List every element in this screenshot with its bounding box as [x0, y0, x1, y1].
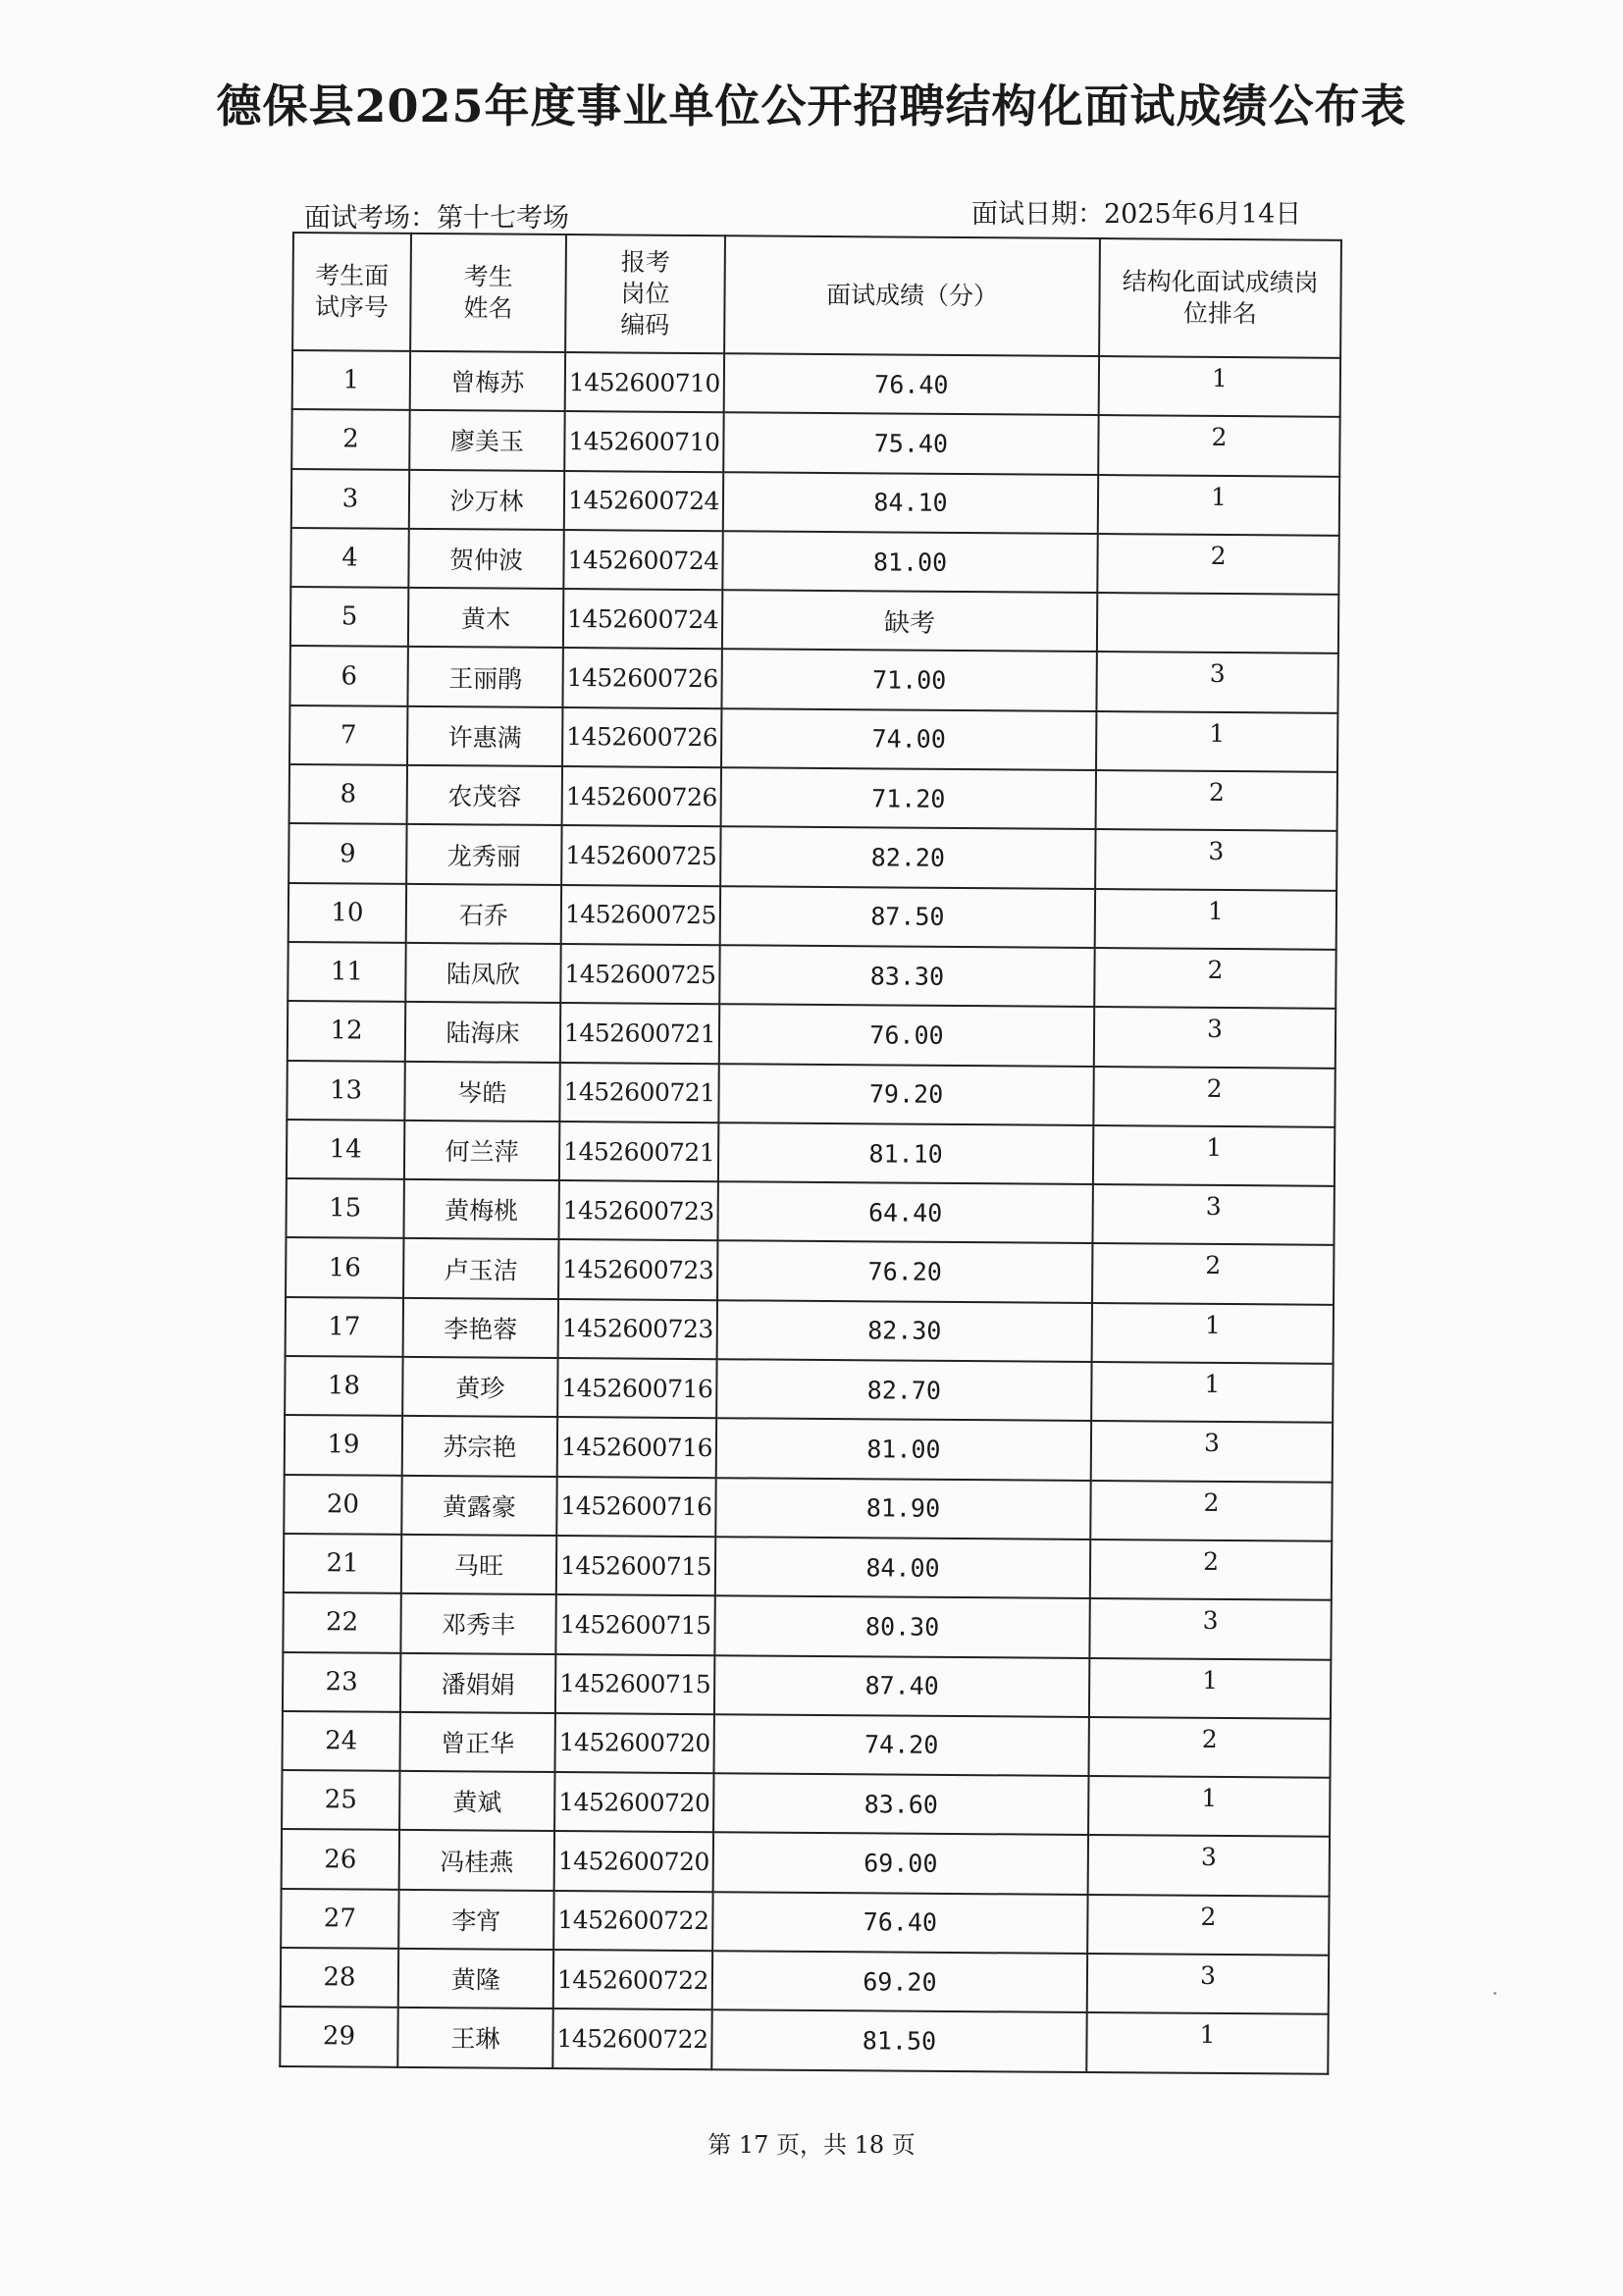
cell-name: 黄斌 [399, 1771, 554, 1831]
header-seq: 考生面试序号 [292, 233, 411, 351]
cell-seq: 27 [281, 1889, 398, 1949]
table-row [281, 1889, 1329, 1956]
cell-name: 苏宗艳 [402, 1416, 557, 1476]
table-row [289, 646, 1337, 712]
table-row [288, 823, 1336, 890]
cell-code: 1452600723 [558, 1299, 717, 1359]
cell-rank: 1 [1099, 356, 1340, 417]
table-row [286, 1237, 1334, 1304]
cell-code: 1452600724 [563, 589, 722, 649]
cell-rank: 1 [1098, 475, 1339, 536]
cell-code: 1452600716 [556, 1477, 715, 1537]
cell-seq: 16 [286, 1237, 403, 1297]
cell-score: 75.40 [723, 413, 1098, 475]
cell-code: 1452600720 [554, 1772, 713, 1832]
cell-score: 76.20 [717, 1241, 1092, 1303]
cell-score: 76.00 [719, 1004, 1094, 1066]
cell-rank: 1 [1091, 1362, 1333, 1423]
cell-rank: 1 [1093, 1125, 1335, 1186]
cell-seq: 7 [289, 705, 407, 765]
cell-code: 1452600723 [558, 1180, 717, 1240]
cell-rank: 3 [1096, 652, 1337, 713]
cell-rank: 1 [1095, 889, 1336, 950]
cell-rank [1097, 593, 1338, 653]
cell-score: 76.40 [724, 353, 1099, 415]
cell-score: 81.00 [716, 1419, 1091, 1481]
cell-seq: 29 [280, 2007, 397, 2066]
cell-rank: 2 [1087, 1895, 1329, 1956]
cell-score: 81.90 [715, 1478, 1090, 1539]
page-footer: 第 17 页，共 18 页 [707, 2131, 916, 2159]
cell-seq: 8 [289, 764, 407, 824]
cell-seq: 14 [287, 1120, 404, 1179]
table-row [283, 1592, 1331, 1659]
header-name: 考生姓名 [410, 234, 566, 352]
table-row [286, 1297, 1334, 1364]
cell-score: 74.00 [721, 708, 1096, 770]
cell-code: 1452600722 [552, 2009, 711, 2068]
cell-score: 69.20 [712, 1951, 1087, 2012]
cell-seq: 22 [283, 1592, 400, 1652]
page-title: 德保县2025年度事业单位公开招聘结构化面试成绩公布表 [216, 79, 1407, 132]
cell-rank: 2 [1090, 1539, 1332, 1600]
table-row [281, 1948, 1329, 2014]
cell-score: 71.20 [721, 767, 1096, 829]
table-row [290, 587, 1338, 653]
table-row [291, 469, 1339, 536]
cell-score: 81.00 [722, 531, 1097, 593]
cell-name: 黄珍 [402, 1357, 557, 1417]
cell-code: 1452600721 [559, 1122, 718, 1181]
score-table-container [279, 232, 1364, 2075]
cell-code: 1452600724 [564, 471, 723, 531]
table-row [284, 1475, 1332, 1541]
table-row [288, 1001, 1335, 1068]
cell-name: 王丽鹃 [407, 647, 562, 706]
cell-score: 71.00 [721, 650, 1096, 711]
table-row [292, 350, 1340, 417]
cell-code: 1452600716 [557, 1358, 716, 1418]
table-row [282, 1829, 1330, 1896]
cell-seq: 26 [282, 1829, 399, 1889]
cell-rank: 1 [1086, 2012, 1328, 2073]
cell-seq: 1 [292, 350, 410, 410]
table-row [280, 2007, 1328, 2073]
cell-code: 1452600722 [553, 1891, 712, 1951]
cell-rank: 3 [1095, 829, 1336, 890]
cell-score: 76.40 [712, 1892, 1087, 1954]
cell-rank: 3 [1094, 1007, 1335, 1068]
cell-code: 1452600710 [565, 352, 724, 412]
cell-code: 1452600715 [556, 1536, 715, 1595]
cell-seq: 18 [285, 1356, 402, 1416]
header-code: 报考岗位编码 [565, 235, 725, 353]
cell-seq: 5 [290, 587, 408, 647]
cell-seq: 6 [289, 646, 407, 705]
cell-rank: 3 [1088, 1835, 1330, 1896]
cell-seq: 28 [281, 1948, 398, 2008]
cell-name: 廖美玉 [409, 410, 564, 470]
cell-name: 曾正华 [400, 1712, 555, 1772]
cell-score: 87.40 [714, 1655, 1089, 1717]
interview-date: 面试日期：2025年6月14日 [971, 199, 1302, 230]
cell-rank: 1 [1089, 1658, 1331, 1719]
cell-code: 1452600720 [554, 1713, 713, 1773]
header-score: 面试成绩（分） [724, 235, 1100, 356]
cell-seq: 2 [291, 409, 409, 469]
cell-rank: 2 [1088, 1717, 1330, 1778]
cell-rank: 2 [1098, 415, 1339, 476]
cell-name: 农茂容 [407, 765, 562, 825]
cell-code: 1452600723 [558, 1239, 717, 1299]
cell-score: 82.70 [716, 1359, 1091, 1421]
table-row [288, 942, 1335, 1009]
cell-name: 黄木 [408, 588, 563, 648]
cell-name: 曾梅苏 [410, 351, 565, 411]
scan-speck [1493, 1992, 1496, 1995]
table-row [288, 883, 1336, 950]
cell-code: 1452600725 [561, 885, 720, 945]
table-row [285, 1415, 1333, 1482]
cell-score: 81.50 [711, 2009, 1086, 2071]
cell-seq: 23 [283, 1651, 400, 1711]
cell-score: 74.20 [713, 1714, 1088, 1776]
cell-rank: 2 [1096, 770, 1337, 831]
cell-seq: 3 [291, 469, 409, 529]
cell-seq: 4 [290, 528, 408, 588]
cell-name: 邓秀丰 [400, 1593, 555, 1653]
table-row [283, 1651, 1331, 1718]
cell-score: 83.30 [719, 945, 1094, 1007]
cell-rank: 3 [1087, 1954, 1329, 2014]
cell-score: 81.10 [718, 1122, 1093, 1184]
cell-rank: 3 [1091, 1421, 1333, 1482]
table-row [289, 764, 1337, 831]
cell-code: 1452600726 [562, 766, 721, 826]
score-table [279, 232, 1342, 2074]
cell-rank: 3 [1092, 1184, 1334, 1245]
cell-name: 王琳 [397, 2008, 552, 2067]
cell-code: 1452600726 [562, 649, 721, 708]
cell-code: 1452600710 [564, 411, 723, 471]
cell-seq: 25 [282, 1770, 399, 1830]
cell-name: 李宵 [398, 1890, 553, 1950]
interview-venue: 面试考场：第十七考场 [304, 203, 569, 234]
cell-code: 1452600715 [555, 1594, 714, 1654]
table-row [290, 528, 1338, 595]
cell-name: 沙万林 [409, 469, 564, 529]
cell-seq: 24 [283, 1711, 400, 1771]
cell-score: 84.00 [715, 1537, 1090, 1598]
cell-name: 石乔 [406, 884, 561, 944]
cell-name: 陆凤欣 [405, 943, 560, 1003]
table-header-row [292, 233, 1341, 358]
cell-code: 1452600721 [560, 1003, 719, 1063]
cell-rank: 2 [1092, 1243, 1334, 1304]
cell-code: 1452600722 [553, 1950, 712, 2009]
table-row [285, 1356, 1333, 1423]
cell-name: 马旺 [401, 1535, 556, 1594]
cell-seq: 21 [284, 1534, 401, 1593]
table-row [289, 705, 1337, 772]
table-row [287, 1061, 1335, 1127]
cell-score: 80.30 [714, 1595, 1089, 1657]
cell-rank: 1 [1096, 711, 1337, 772]
cell-rank: 2 [1097, 534, 1338, 595]
cell-seq: 19 [285, 1415, 402, 1475]
cell-name: 何兰萍 [404, 1121, 559, 1180]
cell-name: 陆海床 [405, 1002, 560, 1062]
cell-name: 冯桂燕 [399, 1830, 554, 1890]
cell-seq: 12 [288, 1001, 405, 1061]
cell-name: 岑皓 [404, 1061, 559, 1121]
cell-name: 李艳蓉 [403, 1298, 558, 1358]
cell-name: 贺仲波 [408, 529, 563, 589]
cell-score: 缺考 [722, 590, 1097, 652]
cell-code: 1452600720 [554, 1831, 713, 1891]
table-row [287, 1120, 1335, 1186]
cell-seq: 17 [286, 1297, 403, 1357]
cell-rank: 2 [1094, 948, 1335, 1009]
cell-rank: 1 [1092, 1303, 1334, 1364]
cell-seq: 20 [284, 1475, 401, 1535]
header-rank: 结构化面试成绩岗位排名 [1099, 238, 1341, 358]
cell-seq: 13 [287, 1061, 404, 1121]
cell-score: 87.50 [720, 886, 1095, 948]
cell-code: 1452600724 [563, 530, 722, 590]
table-row [284, 1534, 1332, 1600]
cell-seq: 10 [288, 883, 406, 943]
cell-name: 潘娟娟 [400, 1652, 555, 1712]
cell-code: 1452600721 [559, 1063, 718, 1122]
cell-score: 79.20 [718, 1064, 1093, 1125]
cell-score: 83.60 [713, 1773, 1088, 1835]
cell-code: 1452600716 [557, 1417, 716, 1477]
cell-rank: 1 [1088, 1776, 1330, 1837]
table-body [280, 350, 1340, 2073]
cell-code: 1452600715 [555, 1654, 714, 1714]
cell-rank: 2 [1090, 1481, 1332, 1541]
table-row [282, 1770, 1330, 1837]
cell-rank: 3 [1089, 1598, 1331, 1659]
cell-seq: 9 [288, 823, 406, 883]
cell-score: 82.30 [717, 1300, 1092, 1362]
cell-code: 1452600725 [561, 825, 720, 885]
cell-code: 1452600726 [562, 707, 721, 767]
cell-name: 龙秀丽 [406, 824, 561, 884]
cell-name: 许惠满 [407, 706, 562, 766]
cell-score: 84.10 [723, 472, 1098, 534]
cell-score: 64.40 [717, 1181, 1092, 1243]
cell-name: 黄梅桃 [403, 1179, 558, 1239]
cell-code: 1452600725 [560, 944, 719, 1004]
cell-score: 69.00 [713, 1833, 1088, 1895]
cell-rank: 2 [1093, 1067, 1335, 1127]
cell-seq: 11 [288, 942, 405, 1002]
cell-name: 黄露豪 [401, 1475, 556, 1535]
cell-seq: 15 [286, 1178, 403, 1238]
table-row [286, 1178, 1334, 1245]
cell-name: 卢玉洁 [403, 1238, 558, 1298]
cell-name: 黄隆 [398, 1949, 553, 2009]
table-row [283, 1711, 1331, 1778]
cell-score: 82.20 [720, 827, 1095, 889]
table-row [291, 409, 1339, 476]
